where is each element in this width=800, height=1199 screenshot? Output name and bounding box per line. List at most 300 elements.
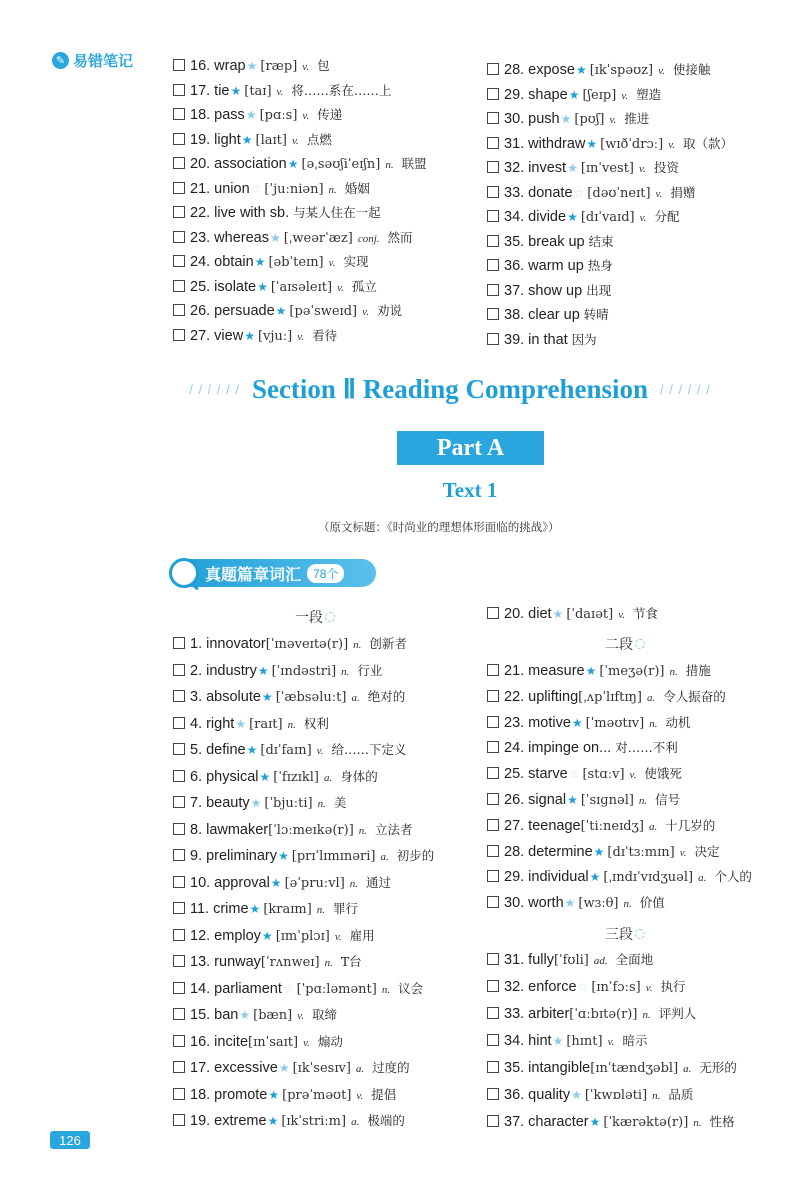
- entry-word: worth: [528, 895, 564, 912]
- checkbox[interactable]: [487, 845, 499, 857]
- entry-number: 23.: [504, 714, 525, 731]
- entry-number: 16.: [190, 1033, 211, 1050]
- checkbox[interactable]: [487, 953, 499, 965]
- word-entry: [487, 134, 733, 152]
- checkbox[interactable]: [487, 793, 499, 805]
- entry-phonetic: [dɪˈvaɪd]: [580, 210, 635, 225]
- checkbox[interactable]: [487, 980, 499, 992]
- star-icon: ★: [246, 743, 258, 757]
- entry-part-of-speech: n.: [358, 824, 368, 837]
- entry-phonetic: [ˈlɔːmeɪkə(r)]: [268, 822, 354, 838]
- word-entry: [487, 713, 690, 731]
- word-entry: [173, 846, 434, 864]
- entry-phonetic: [taɪ]: [244, 83, 272, 99]
- subhead-para-1-text: 一段: [295, 610, 323, 626]
- original-title: （原文标题：《时尚业的理想体形面临的挑战》）: [318, 520, 560, 534]
- subhead-para-2-text: 二段: [605, 637, 633, 653]
- entry-word: preliminary: [206, 848, 278, 864]
- entry-word: union: [214, 180, 250, 197]
- entry-number: 30.: [504, 111, 525, 127]
- entry-meaning: 实现: [343, 254, 369, 269]
- checkbox[interactable]: [173, 1008, 185, 1020]
- entry-number: 21.: [190, 180, 211, 197]
- entry-meaning: 品质: [668, 1087, 694, 1102]
- entry-part-of-speech: v.: [302, 61, 310, 73]
- checkbox[interactable]: [173, 849, 185, 861]
- section-deco-left: / / / / / /: [189, 382, 240, 397]
- entry-number: 5.: [190, 742, 203, 758]
- entry-meaning: 将……系在……上: [291, 82, 392, 98]
- word-entry: [173, 820, 413, 838]
- entry-word: parliament: [214, 980, 282, 997]
- entry-meaning: 执行: [660, 979, 686, 994]
- star-icon: ★: [239, 1008, 251, 1022]
- entry-phonetic: [əˌsəʊʃiˈeɪʃn]: [301, 157, 381, 172]
- entry-number: 32.: [504, 160, 525, 176]
- entry-number: 9.: [190, 848, 203, 864]
- word-entry: [173, 154, 427, 172]
- checkbox[interactable]: [487, 259, 499, 271]
- checkbox[interactable]: [487, 1115, 499, 1127]
- entry-word: employ: [214, 927, 261, 944]
- word-entry: [487, 790, 680, 808]
- entry-part-of-speech: n.: [341, 665, 350, 678]
- entry-number: 35.: [504, 233, 525, 250]
- entry-phonetic: [raɪt]: [249, 716, 283, 732]
- entry-number: 36.: [504, 258, 525, 274]
- entry-number: 29.: [504, 869, 525, 886]
- checkbox[interactable]: [173, 902, 185, 914]
- entry-phonetic: [ræp]: [260, 59, 298, 74]
- star-icon: ★: [245, 108, 257, 122]
- entry-part-of-speech: v.: [356, 1089, 364, 1102]
- star-icon: ★: [567, 210, 578, 224]
- entry-phonetic: [ˌɪndɪˈvɪdʒuəl]: [603, 870, 694, 886]
- entry-part-of-speech: v.: [639, 212, 647, 224]
- word-entry: [173, 81, 391, 99]
- word-entry: [173, 926, 375, 944]
- entry-word: extreme: [214, 1113, 267, 1129]
- dot-icon: [325, 612, 335, 622]
- checkbox[interactable]: [173, 1035, 185, 1047]
- entry-phonetic: [ˈsɪɡnəl]: [580, 793, 634, 808]
- entry-phonetic: [kraɪm]: [263, 902, 312, 917]
- entry-number: 29.: [504, 86, 525, 103]
- checkbox[interactable]: [487, 716, 499, 728]
- entry-meaning: 结束: [588, 233, 614, 249]
- checkbox[interactable]: [487, 870, 499, 882]
- checkbox[interactable]: [173, 770, 185, 782]
- checkbox[interactable]: [173, 84, 185, 96]
- checkbox[interactable]: [487, 333, 499, 345]
- entry-meaning: 评判人: [658, 1006, 697, 1021]
- star-icon: ★: [552, 607, 564, 621]
- word-entry: [487, 661, 711, 679]
- checkbox[interactable]: [487, 664, 499, 676]
- entry-word: in that: [528, 331, 568, 348]
- section-title: [170, 374, 730, 405]
- entry-word: isolate: [214, 278, 257, 295]
- word-entry: [173, 203, 381, 221]
- star-icon: ★: [287, 157, 299, 171]
- entry-phonetic: [ˈməʊtɪv]: [585, 715, 645, 731]
- word-entry: [173, 1005, 337, 1023]
- checkbox[interactable]: [173, 929, 185, 941]
- entry-number: 17.: [190, 1060, 211, 1076]
- entry-word: measure: [528, 663, 585, 679]
- entry-part-of-speech: v.: [655, 187, 663, 200]
- entry-part-of-speech: a.: [380, 851, 389, 863]
- checkbox[interactable]: [173, 304, 185, 316]
- entry-number: 37.: [504, 282, 525, 299]
- star-icon: ★: [270, 875, 282, 890]
- entry-meaning: 出现: [586, 282, 612, 298]
- entry-word: beauty: [206, 795, 250, 811]
- entry-part-of-speech: v.: [291, 134, 299, 147]
- subhead-para-3-text: 三段: [605, 927, 633, 943]
- entry-part-of-speech: n.: [652, 1090, 661, 1102]
- entry-part-of-speech: v.: [276, 85, 284, 98]
- entry-meaning: 给……下定义: [331, 742, 407, 757]
- word-entry: [173, 767, 378, 785]
- entry-word: uplifting: [528, 688, 579, 705]
- checkbox[interactable]: [173, 743, 185, 755]
- word-entry: [487, 1031, 647, 1049]
- entry-word: live with sb.: [214, 205, 290, 221]
- entry-part-of-speech: v.: [316, 745, 324, 757]
- entry-number: 19.: [190, 1113, 211, 1129]
- entry-part-of-speech: v.: [334, 930, 342, 943]
- star-icon: ★: [268, 1087, 280, 1102]
- entry-phonetic: [əˈpruːvl]: [284, 875, 345, 891]
- entry-word: pass: [214, 107, 245, 123]
- star-icon: ★: [257, 663, 269, 678]
- entry-meaning: T台: [340, 954, 362, 969]
- entry-meaning: 转晴: [583, 307, 609, 322]
- star-icon: ☆: [573, 185, 585, 200]
- entry-meaning: 初步的: [396, 848, 435, 863]
- checkbox[interactable]: [173, 280, 185, 292]
- star-icon: ☆: [577, 980, 589, 994]
- entry-phonetic: [ˈɪndəstri]: [271, 663, 337, 679]
- entry-number: 31.: [504, 952, 525, 968]
- entry-phonetic: [ˈjuːniən]: [264, 181, 324, 197]
- entry-phonetic: [ɪkˈstriːm]: [281, 1114, 347, 1129]
- checkbox[interactable]: [173, 1061, 185, 1073]
- entry-word: individual: [528, 869, 589, 886]
- section-title-text: Section Ⅱ Reading Comprehension: [251, 374, 649, 404]
- entry-meaning: 信号: [655, 792, 681, 807]
- entry-word: association: [214, 156, 287, 172]
- checkbox[interactable]: [487, 690, 499, 702]
- entry-word: wrap: [214, 58, 246, 74]
- word-entry: [173, 277, 377, 295]
- star-icon: ★: [575, 63, 587, 77]
- entry-phonetic: [prɪˈlɪmɪnəri]: [291, 849, 376, 864]
- star-icon: ★: [257, 279, 268, 294]
- entry-word: push: [528, 111, 560, 127]
- word-entry: [173, 1085, 396, 1103]
- entry-word: view: [214, 327, 244, 344]
- entry-word: promote: [214, 1086, 268, 1103]
- entry-number: 19.: [190, 131, 211, 148]
- word-entry: [173, 1032, 343, 1050]
- entry-number: 15.: [190, 1007, 211, 1023]
- word-entry: [173, 634, 407, 652]
- entry-number: 21.: [504, 663, 525, 679]
- checkbox[interactable]: [487, 1034, 499, 1046]
- checkbox[interactable]: [487, 186, 499, 198]
- word-entry: [487, 738, 678, 756]
- checkbox[interactable]: [173, 255, 185, 267]
- entry-meaning: 与某人住在一起: [293, 205, 381, 220]
- checkbox[interactable]: [487, 1088, 499, 1100]
- word-entry: [487, 1004, 696, 1022]
- checkbox[interactable]: [173, 59, 185, 71]
- word-entry: [173, 793, 346, 811]
- entry-part-of-speech: v.: [645, 982, 653, 994]
- entry-number: 17.: [190, 82, 211, 99]
- entry-meaning: 议会: [398, 980, 424, 996]
- entry-number: 2.: [190, 662, 203, 679]
- entry-meaning: 无形的: [699, 1060, 737, 1075]
- word-entry: [487, 764, 682, 782]
- entry-part-of-speech: n.: [324, 957, 333, 969]
- word-entry: [487, 109, 649, 127]
- entry-part-of-speech: n.: [385, 159, 394, 171]
- entry-number: 27.: [190, 327, 211, 344]
- vocab-banner-label: 真题篇章词汇: [205, 564, 302, 584]
- checkbox[interactable]: [173, 133, 185, 145]
- word-entry: [173, 687, 405, 705]
- entry-meaning: 婚姻: [344, 180, 370, 196]
- entry-meaning: 十几岁的: [665, 817, 716, 833]
- entry-number: 1.: [190, 636, 203, 652]
- entry-part-of-speech: v.: [337, 281, 344, 294]
- entry-part-of-speech: a.: [355, 1063, 365, 1075]
- entry-word: obtain: [214, 254, 254, 270]
- entry-meaning: 身体的: [340, 768, 378, 784]
- entry-number: 26.: [504, 792, 525, 808]
- entry-part-of-speech: n.: [381, 983, 391, 996]
- star-icon: ★: [278, 1061, 290, 1075]
- entry-phonetic: [dɪˈtɜːmɪn]: [607, 844, 675, 860]
- star-icon: ★: [552, 1034, 564, 1048]
- entry-number: 24.: [190, 254, 211, 270]
- entry-part-of-speech: v.: [618, 609, 626, 621]
- entry-phonetic: [ˈkwɒləti]: [584, 1088, 648, 1103]
- entry-meaning: 孤立: [351, 278, 377, 294]
- word-entry: [487, 1112, 735, 1130]
- star-icon: ★: [560, 112, 572, 126]
- checkbox[interactable]: [173, 157, 185, 169]
- checkbox[interactable]: [487, 210, 499, 222]
- entry-phonetic: [ˈtiːneɪdʒ]: [580, 818, 644, 834]
- entry-part-of-speech: conj.: [357, 232, 380, 245]
- word-entry: [173, 130, 332, 148]
- checkbox[interactable]: [487, 896, 499, 908]
- entry-part-of-speech: n.: [693, 1117, 702, 1129]
- checkbox[interactable]: [487, 137, 499, 149]
- checkbox[interactable]: [173, 717, 185, 729]
- entry-number: 3.: [190, 689, 203, 705]
- entry-number: 16.: [190, 58, 211, 74]
- entry-part-of-speech: n.: [642, 1009, 651, 1021]
- entry-meaning: 性格: [709, 1114, 735, 1129]
- word-entry: [487, 207, 679, 225]
- star-icon: ★: [241, 132, 253, 147]
- checkbox[interactable]: [487, 63, 499, 75]
- entry-meaning: 投资: [653, 160, 679, 175]
- entry-meaning: 创新者: [369, 636, 407, 651]
- entry-phonetic: [ˌweərˈæz]: [283, 230, 353, 246]
- entry-phonetic: [ˈaɪsəleɪt]: [270, 279, 333, 295]
- entry-word: runway: [214, 954, 261, 970]
- entry-part-of-speech: n.: [353, 639, 362, 651]
- entry-phonetic: [ˈɪnəveɪtə(r)]: [265, 637, 349, 652]
- entry-number: 20.: [190, 156, 211, 172]
- checkbox[interactable]: [173, 955, 185, 967]
- word-entry: [487, 687, 726, 705]
- checkbox[interactable]: [173, 231, 185, 243]
- entry-word: excessive: [214, 1060, 278, 1076]
- entry-phonetic: [dɪˈfaɪn]: [260, 743, 312, 758]
- entry-phonetic: [hɪnt]: [566, 1034, 603, 1049]
- checkbox[interactable]: [487, 112, 499, 124]
- entry-word: hint: [528, 1033, 552, 1049]
- vocab-banner: [171, 559, 376, 587]
- entry-meaning: 绝对的: [367, 689, 406, 704]
- entry-meaning: 对……不利: [615, 740, 678, 756]
- entry-meaning: 取（款）: [683, 135, 734, 151]
- entry-number: 31.: [504, 135, 525, 152]
- checkbox[interactable]: [487, 767, 499, 779]
- entry-number: 11.: [190, 901, 210, 917]
- star-icon: ★: [230, 83, 242, 98]
- checkbox[interactable]: [173, 982, 185, 994]
- entry-meaning: 暗示: [622, 1033, 648, 1048]
- entry-meaning: 传递: [317, 107, 343, 122]
- checkbox[interactable]: [487, 1007, 499, 1019]
- checkbox[interactable]: [173, 182, 185, 194]
- entry-meaning: 取缔: [312, 1007, 338, 1022]
- checkbox[interactable]: [487, 819, 499, 831]
- entry-word: arbiter: [528, 1006, 570, 1022]
- entry-meaning: 分配: [654, 209, 680, 224]
- entry-meaning: 使接触: [672, 62, 711, 77]
- entry-part-of-speech: n.: [316, 904, 326, 916]
- entry-number: 10.: [190, 874, 211, 891]
- entry-part-of-speech: v.: [297, 1010, 305, 1022]
- entry-number: 22.: [190, 205, 211, 221]
- entry-part-of-speech: n.: [623, 898, 632, 911]
- entry-part-of-speech: a.: [351, 1116, 360, 1128]
- entry-number: 20.: [504, 606, 525, 622]
- word-entry: [173, 105, 342, 123]
- word-entry: [173, 661, 382, 679]
- entry-part-of-speech: v.: [302, 110, 310, 122]
- entry-meaning: 使饿死: [644, 766, 682, 782]
- word-entry: [173, 1058, 410, 1076]
- checkbox[interactable]: [173, 796, 185, 808]
- star-icon: ☆: [568, 767, 580, 782]
- checkbox[interactable]: [173, 329, 185, 341]
- entry-phonetic: [ɪkˈspəʊz]: [589, 63, 654, 78]
- entry-phonetic: [ɪmˈplɔɪ]: [275, 928, 330, 944]
- entry-number: 7.: [190, 795, 203, 811]
- star-icon: ★: [249, 902, 261, 916]
- entry-meaning: 捐赠: [670, 184, 696, 200]
- entry-phonetic: [ʃeɪp]: [582, 87, 617, 103]
- star-icon: ★: [261, 690, 273, 704]
- checkbox[interactable]: [487, 741, 499, 753]
- dot-icon: [635, 639, 645, 649]
- checkbox[interactable]: [487, 161, 499, 173]
- checkbox[interactable]: [487, 607, 499, 619]
- checkbox[interactable]: [173, 108, 185, 120]
- checkbox[interactable]: [173, 823, 185, 835]
- entry-number: 18.: [190, 1086, 211, 1103]
- word-entry: [487, 158, 679, 176]
- word-entry: [487, 256, 613, 274]
- checkbox[interactable]: [173, 876, 185, 888]
- word-entry: [487, 842, 720, 860]
- entry-phonetic: [ɪnˈtændʒəbl]: [590, 1061, 679, 1076]
- entry-phonetic: [ɪnˈsaɪt]: [248, 1034, 299, 1050]
- entry-number: 33.: [504, 1006, 525, 1022]
- star-icon: ★: [593, 844, 605, 859]
- checkbox[interactable]: [173, 637, 185, 649]
- entry-phonetic: [ˈfʊli]: [553, 953, 589, 968]
- checkbox[interactable]: [173, 690, 185, 702]
- bottom-right-word-list-a: [487, 604, 777, 628]
- entry-meaning: 然而: [387, 229, 413, 245]
- star-icon: ★: [235, 716, 247, 731]
- checkbox[interactable]: [173, 1114, 185, 1126]
- word-entry: [487, 305, 609, 323]
- entry-word: character: [528, 1114, 589, 1130]
- star-icon: ★: [564, 896, 576, 911]
- star-icon: ★: [568, 87, 580, 102]
- entry-phonetic: [əbˈteɪn]: [268, 255, 324, 270]
- entry-word: diet: [528, 606, 552, 622]
- checkbox[interactable]: [173, 206, 185, 218]
- entry-part-of-speech: v.: [668, 138, 676, 151]
- word-entry: [173, 252, 368, 270]
- checkbox[interactable]: [173, 1088, 185, 1100]
- entry-phonetic: [pʊʃ]: [574, 112, 605, 127]
- entry-number: 4.: [190, 715, 203, 732]
- subhead-para-3: [605, 924, 645, 944]
- checkbox[interactable]: [487, 308, 499, 320]
- entry-meaning: 措施: [685, 663, 711, 678]
- checkbox[interactable]: [487, 88, 499, 100]
- checkbox[interactable]: [487, 1061, 499, 1073]
- star-icon: ★: [585, 664, 597, 678]
- entry-number: 27.: [504, 817, 525, 834]
- entry-phonetic: [wɜːθ]: [578, 896, 619, 912]
- bottom-left-word-list: [173, 634, 473, 1134]
- entry-number: 25.: [504, 766, 525, 783]
- checkbox[interactable]: [173, 664, 185, 676]
- checkbox[interactable]: [487, 235, 499, 247]
- entry-word: impinge on...: [528, 740, 612, 757]
- checkbox[interactable]: [487, 284, 499, 296]
- entry-phonetic: [pɑːs]: [259, 108, 298, 123]
- word-entry: [173, 740, 407, 758]
- word-entry: [173, 714, 329, 732]
- entry-number: 28.: [504, 62, 525, 78]
